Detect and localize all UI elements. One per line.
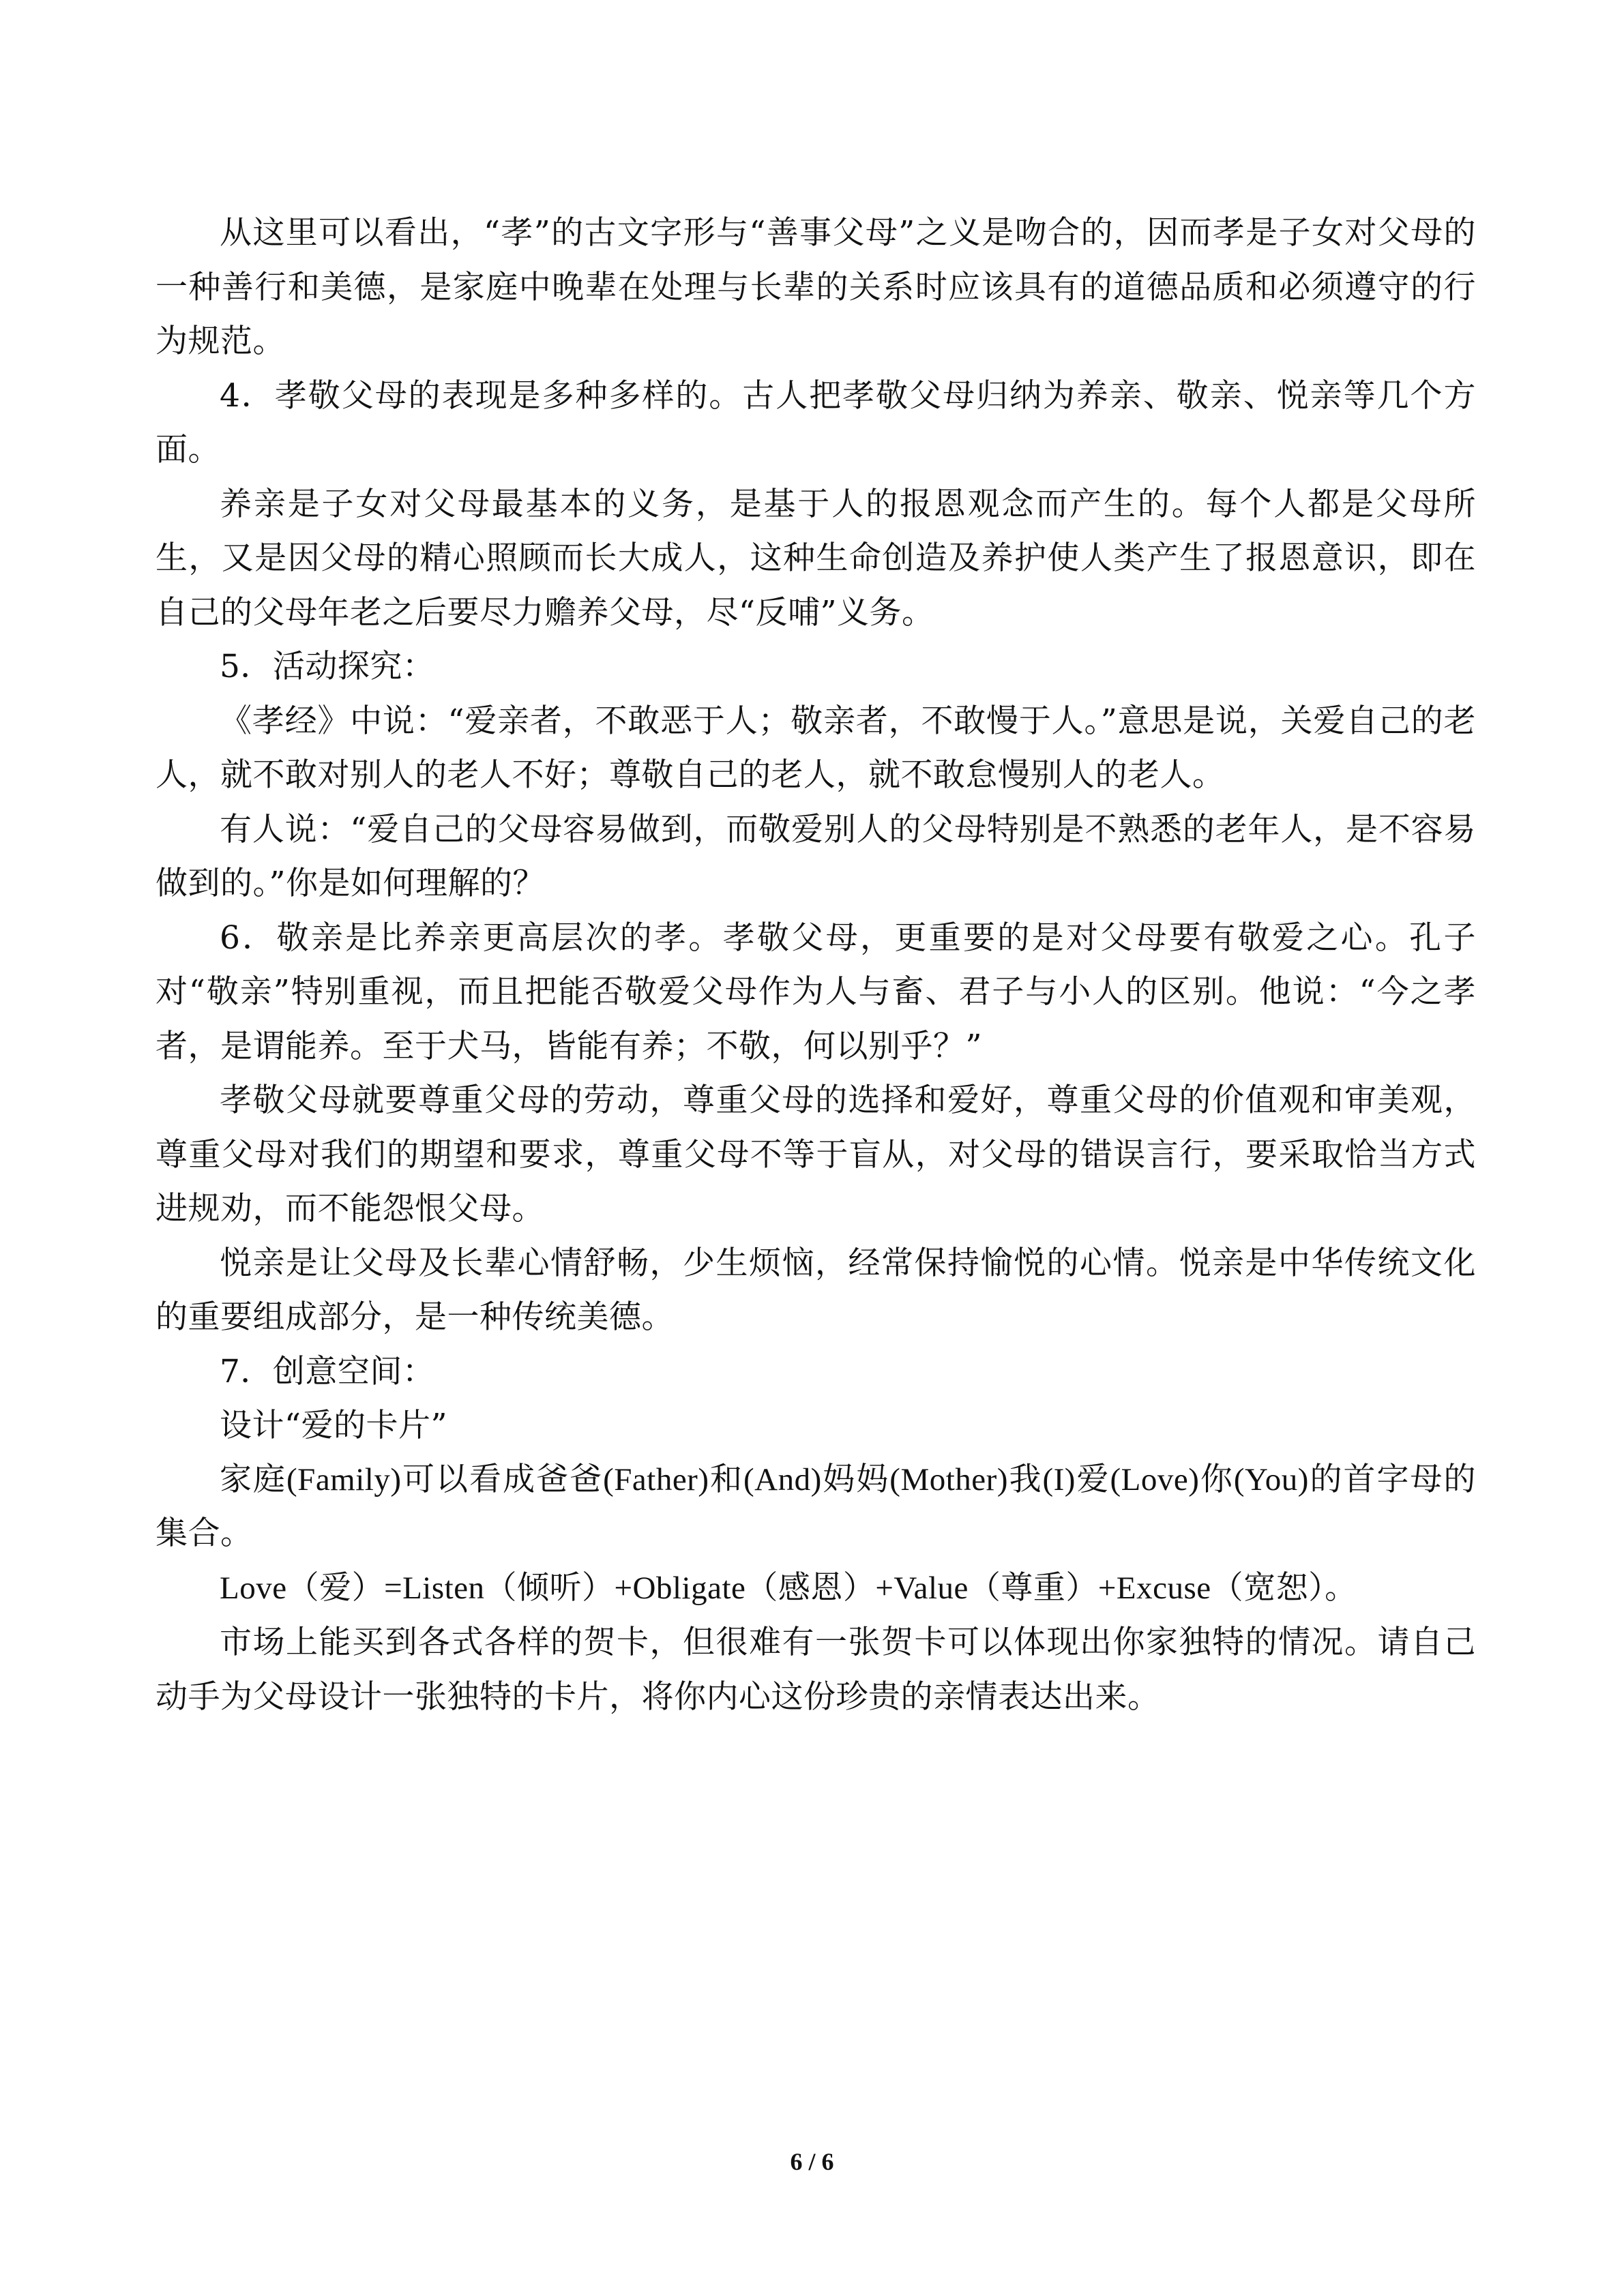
paragraph-item-5-heading: 5．活动探究： bbox=[220, 648, 435, 685]
paragraph-love-card-title: 设计“爱的卡片” bbox=[220, 1407, 448, 1444]
document-body bbox=[156, 206, 1476, 1724]
paragraph-love-formula: Love（爱）=Listen（倾听）+Obligate（感恩）+Value（尊重）+Excuse（宽恕）。 bbox=[220, 1570, 1357, 1606]
paragraph-pleasing-parents: 悦亲是让父母及长辈心情舒畅，少生烦恼，经常保持愉悦的心情。悦亲是中华传统文化的重要组成部分，是一种传统美德。 bbox=[156, 1244, 1476, 1336]
paragraph-card-instruction: 市场上能买到各式各样的贺卡，但很难有一张贺卡可以体现出你家独特的情况。请自己动手为父母设计一张独特的卡片，将你内心这份珍贵的亲情表达出来。 bbox=[156, 1624, 1476, 1716]
paragraph-family-acronym: 家庭(Family)可以看成爸爸(Father)和(And)妈妈(Mother)我(I)爱(Love)你(You)的首字母的集合。 bbox=[156, 1461, 1476, 1551]
paragraph-xiaojing-quote: 《孝经》中说：“爱亲者，不敢恶于人；敬亲者，不敢慢于人。”意思是说，关爱自己的老人，就不敢对别人的老人不好；尊敬自己的老人，就不敢怠慢别人的老人。 bbox=[156, 702, 1476, 794]
paragraph-item-4: 4．孝敬父母的表现是多种多样的。古人把孝敬父母归纳为养亲、敬亲、悦亲等几个方面。 bbox=[156, 376, 1476, 468]
paragraph-supporting-parents: 养亲是子女对父母最基本的义务，是基于人的报恩观念而产生的。每个人都是父母所生，又是因父母的精心照顾而长大成人，这种生命创造及养护使人类产生了报恩意识，即在自己的父母年老之后要尽力赡养父母，尽“反哺”义务。 bbox=[156, 485, 1476, 631]
paragraph-item-6: 6．敬亲是比养亲更高层次的孝。孝敬父母，更重要的是对父母要有敬爱之心。孔子对“敬亲”特别重视，而且把能否敬爱父母作为人与畜、君子与小人的区别。他说：“今之孝者，是谓能养。至于犬马，皆能有养；不敬，何以别乎？” bbox=[156, 919, 1476, 1065]
page-number: 6 / 6 bbox=[790, 2148, 834, 2175]
paragraph-respecting-parents: 孝敬父母就要尊重父母的劳动，尊重父母的选择和爱好，尊重父母的价值观和审美观，尊重父母对我们的期望和要求，尊重父母不等于盲从，对父母的错误言行，要采取恰当方式进规劝，而不能怨恨父母。 bbox=[156, 1082, 1476, 1227]
paragraph-discussion-question: 有人说：“爱自己的父母容易做到，而敬爱别人的父母特别是不熟悉的老年人，是不容易做到的。”你是如何理解的？ bbox=[156, 810, 1476, 902]
paragraph-item-7-heading: 7．创意空间： bbox=[220, 1352, 435, 1390]
paragraph-filial-piety-meaning: 从这里可以看出，“孝”的古文字形与“善事父母”之义是吻合的，因而孝是子女对父母的一种善行和美德，是家庭中晚辈在处理与长辈的关系时应该具有的道德品质和必须遵守的行为规范。 bbox=[156, 214, 1476, 360]
